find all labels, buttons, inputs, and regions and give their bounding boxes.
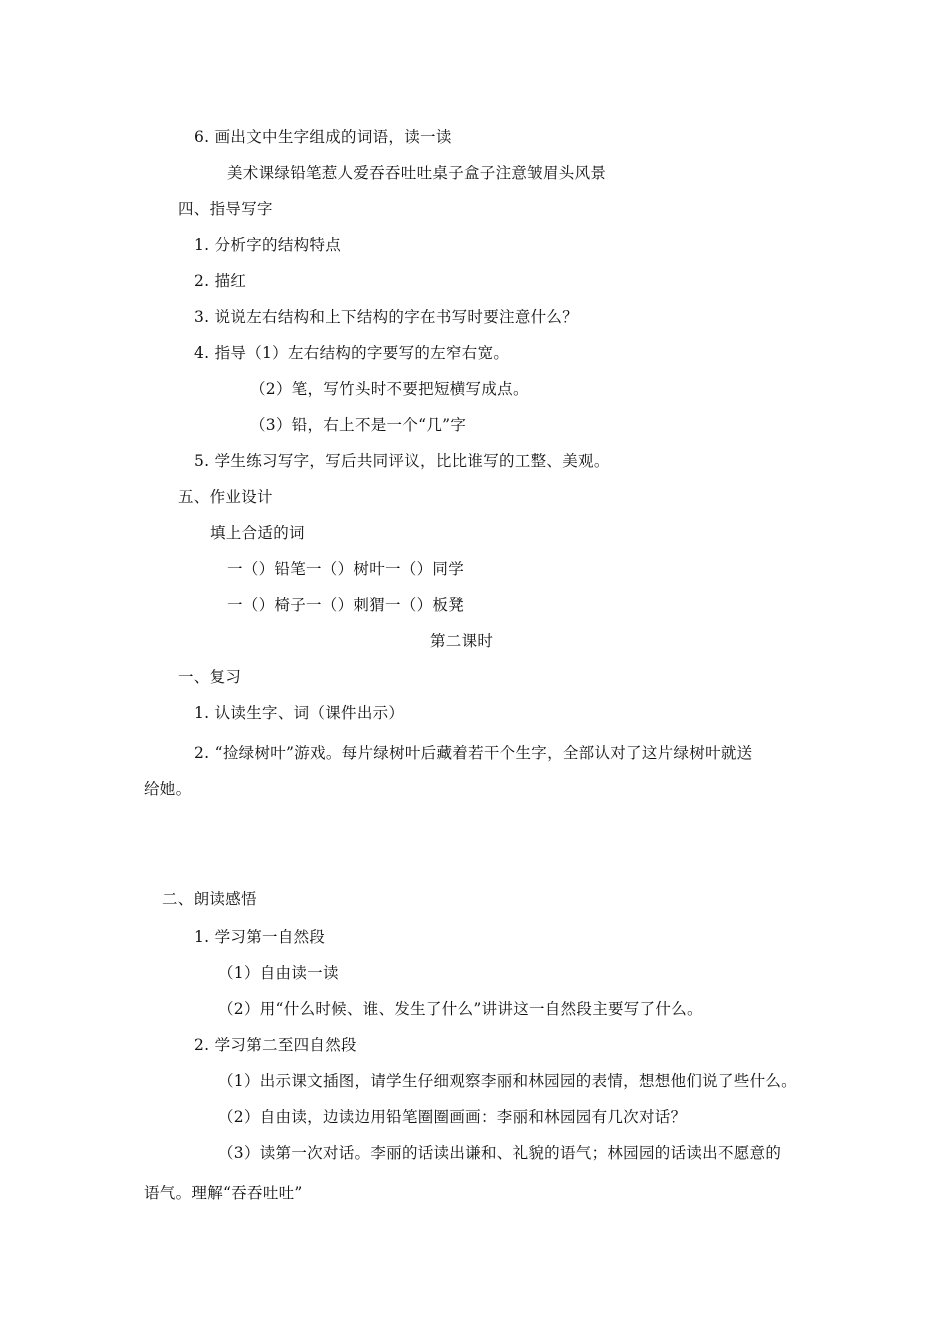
list-item-5: 5. 学生练习写字，写后共同评议，比比谁写的工整、美观。 (194, 452, 610, 470)
fill-blank-row-2: 一（）椅子一（）刺猬一（）板凳 (227, 596, 465, 614)
reading-sub-item-2-1: （1）出示课文插图，请学生仔细观察李丽和林园园的表情，想想他们说了些什么。 (218, 1072, 797, 1090)
section-heading-review: 一、复习 (178, 668, 242, 686)
list-item-4: 4. 指导（1）左右结构的字要写的左窄右宽。 (194, 344, 510, 362)
review-item-1: 1. 认读生字、词（课件出示） (194, 704, 405, 722)
review-item-2-continued: 给她。 (144, 780, 192, 798)
word-list: 美术课绿铅笔惹人爱吞吞吐吐桌子盒子注意皱眉头风景 (227, 164, 607, 182)
list-item-2: 2. 描红 (194, 272, 247, 290)
reading-item-2: 2. 学习第二至四自然段 (194, 1036, 357, 1054)
reading-sub-item-1: （1）自由读一读 (218, 964, 339, 982)
sub-item-3: （3）铅，右上不是一个“几”字 (250, 416, 467, 434)
list-item-3: 3. 说说左右结构和上下结构的字在书写时要注意什么？ (194, 308, 579, 326)
reading-sub-item-2-3-continued: 语气。理解“吞吞吐吐” (144, 1184, 303, 1202)
section-heading-4: 四、指导写字 (178, 200, 273, 218)
reading-item-1: 1. 学习第一自然段 (194, 928, 326, 946)
reading-sub-item-2-3: （3）读第一次对话。李丽的话读出谦和、礼貌的语气；林园园的话读出不愿意的 (218, 1144, 782, 1162)
section-heading-5: 五、作业设计 (178, 488, 273, 506)
sub-item-2: （2）笔，写竹头时不要把短横写成点。 (250, 380, 529, 398)
reading-sub-item-2-2: （2）自由读，边读边用铅笔圈圈画画：李丽和林园园有几次对话？ (218, 1108, 687, 1126)
list-item-6-draw-words: 6. 画出文中生字组成的词语，读一读 (194, 128, 452, 146)
lesson-heading: 第二课时 (430, 632, 494, 650)
homework-instruction: 填上合适的词 (210, 524, 305, 542)
fill-blank-row-1: 一（）铅笔一（）树叶一（）同学 (227, 560, 465, 578)
list-item-1: 1. 分析字的结构特点 (194, 236, 342, 254)
reading-sub-item-2: （2）用“什么时候、谁、发生了什么”讲讲这一自然段主要写了什么。 (218, 1000, 703, 1018)
review-item-2: 2. “捡绿树叶”游戏。每片绿树叶后藏着若干个生字，全部认对了这片绿树叶就送 (194, 744, 753, 762)
section-heading-reading: 二、朗读感悟 (162, 890, 257, 908)
